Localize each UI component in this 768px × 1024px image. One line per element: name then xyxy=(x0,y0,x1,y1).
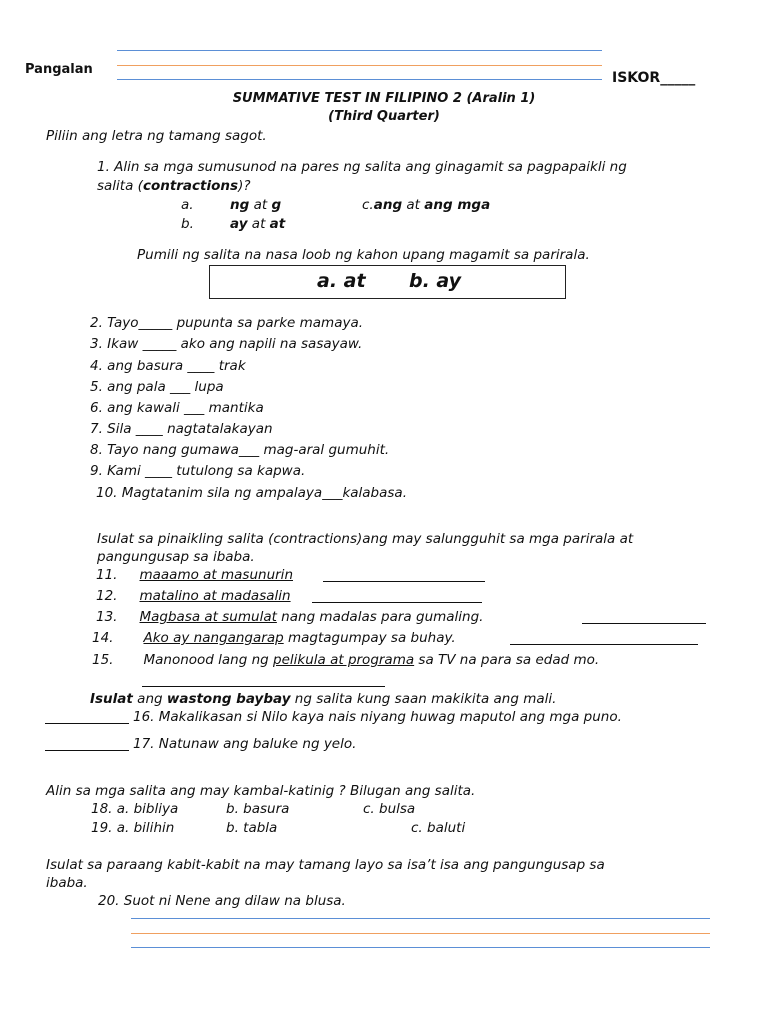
answer-line-13[interactable] xyxy=(582,610,706,624)
fill-item-3[interactable]: 3. Ikaw _____ ako ang napili na sasayaw. xyxy=(90,336,363,352)
kambal-item-19-c[interactable]: c. baluti xyxy=(411,820,466,836)
page-subtitle: (Third Quarter) xyxy=(328,109,440,124)
contractions-instruction-line2: pangungusap sa ibaba. xyxy=(97,549,255,565)
spelling-item-16: 16. Makalikasan si Nilo kaya nais niyang huwag maputol ang mga puno. xyxy=(133,709,622,725)
main-instruction: Piliin ang letra ng tamang sagot. xyxy=(46,128,267,144)
q1-option-c[interactable]: c.ang at ang mga xyxy=(362,197,491,213)
kambal-item-19-b[interactable]: b. tabla xyxy=(226,820,278,836)
contraction-item-13: 13. Magbasa at sumulat nang madalas para gumaling. xyxy=(96,609,484,625)
spelling-item-17: 17. Natunaw ang baluke ng yelo. xyxy=(133,736,357,752)
kambal-item-18-a[interactable]: 18. a. bibliya xyxy=(91,801,179,817)
writing-line-middle xyxy=(131,933,710,934)
contraction-item-12: 12. matalino at madasalin xyxy=(96,588,291,604)
fill-item-5[interactable]: 5. ang pala ___ lupa xyxy=(90,379,224,395)
cursive-instruction: Isulat sa paraang kabit-kabit na may tamang layo sa isa’t isa ang pangungusap sa xyxy=(46,857,605,873)
answer-line-11[interactable] xyxy=(323,568,485,582)
contraction-item-14: 14. Ako ay nangangarap magtagumpay sa buhay. xyxy=(92,630,456,646)
box-choice-a: a. at xyxy=(317,270,366,292)
kambal-item-19-a[interactable]: 19. a. bilihin xyxy=(91,820,175,836)
answer-line-12[interactable] xyxy=(312,589,482,603)
word-choice-box xyxy=(209,265,566,299)
q1-text: 1. Alin sa mga sumusunod na pares ng salita ang ginagamit sa pagpapaikli ng xyxy=(97,159,627,175)
name-line-middle xyxy=(117,65,602,66)
fill-item-8[interactable]: 8. Tayo nang gumawa___ mag-aral gumuhit. xyxy=(90,442,390,458)
cursive-item-20: 20. Suot ni Nene ang dilaw na blusa. xyxy=(98,893,346,909)
answer-line-16[interactable] xyxy=(45,710,129,724)
kambal-item-18-c[interactable]: c. bulsa xyxy=(363,801,416,817)
q1-option-a-letter: a. xyxy=(181,197,194,213)
name-line-bottom[interactable] xyxy=(117,79,602,80)
fill-item-9[interactable]: 9. Kami ____ tutulong sa kapwa. xyxy=(90,463,306,479)
choose-box-instruction: Pumili ng salita na nasa loob ng kahon upang magamit sa parirala. xyxy=(137,247,590,263)
fill-item-6[interactable]: 6. ang kawali ___ mantika xyxy=(90,400,264,416)
contraction-item-11: 11. maaamo at masunurin xyxy=(96,567,293,583)
fill-item-4[interactable]: 4. ang basura ____ trak xyxy=(90,358,246,374)
score-label: ISKOR_____ xyxy=(612,70,696,86)
fill-item-7[interactable]: 7. Sila ____ nagtatalakayan xyxy=(90,421,273,437)
q1-text-line2: salita (contractions)? xyxy=(97,178,251,194)
answer-line-17[interactable] xyxy=(45,737,129,751)
answer-line-14[interactable] xyxy=(510,631,698,645)
spelling-instruction: Isulat ang wastong baybay ng salita kung saan makikita ang mali. xyxy=(90,691,557,707)
kambal-instruction: Alin sa mga salita ang may kambal-katinig ? Bilugan ang salita. xyxy=(46,783,476,799)
name-label: Pangalan xyxy=(25,62,93,77)
q1-option-b[interactable]: ay at at xyxy=(230,216,286,232)
writing-line-top xyxy=(131,918,710,919)
contractions-instruction: Isulat sa pinaikling salita (contractions)ang may salungguhit sa mga parirala at xyxy=(97,531,634,547)
q1-option-a[interactable]: ng at g xyxy=(230,197,282,213)
contraction-item-15: 15. Manonood lang ng pelikula at programa sa TV na para sa edad mo. xyxy=(92,652,600,668)
writing-line-bottom[interactable] xyxy=(131,947,710,948)
box-choice-b: b. ay xyxy=(409,270,462,292)
q1-option-b-letter: b. xyxy=(181,216,194,232)
fill-item-2[interactable]: 2. Tayo_____ pupunta sa parke mamaya. xyxy=(90,315,364,331)
name-line-top xyxy=(117,50,602,51)
fill-item-10[interactable]: 10. Magtatanim sila ng ampalaya___kalabasa. xyxy=(96,485,408,501)
cursive-instruction-line2: ibaba. xyxy=(46,875,88,891)
kambal-item-18-b[interactable]: b. basura xyxy=(226,801,290,817)
answer-line-15[interactable] xyxy=(142,673,385,687)
page-title: SUMMATIVE TEST IN FILIPINO 2 (Aralin 1) xyxy=(232,91,536,106)
